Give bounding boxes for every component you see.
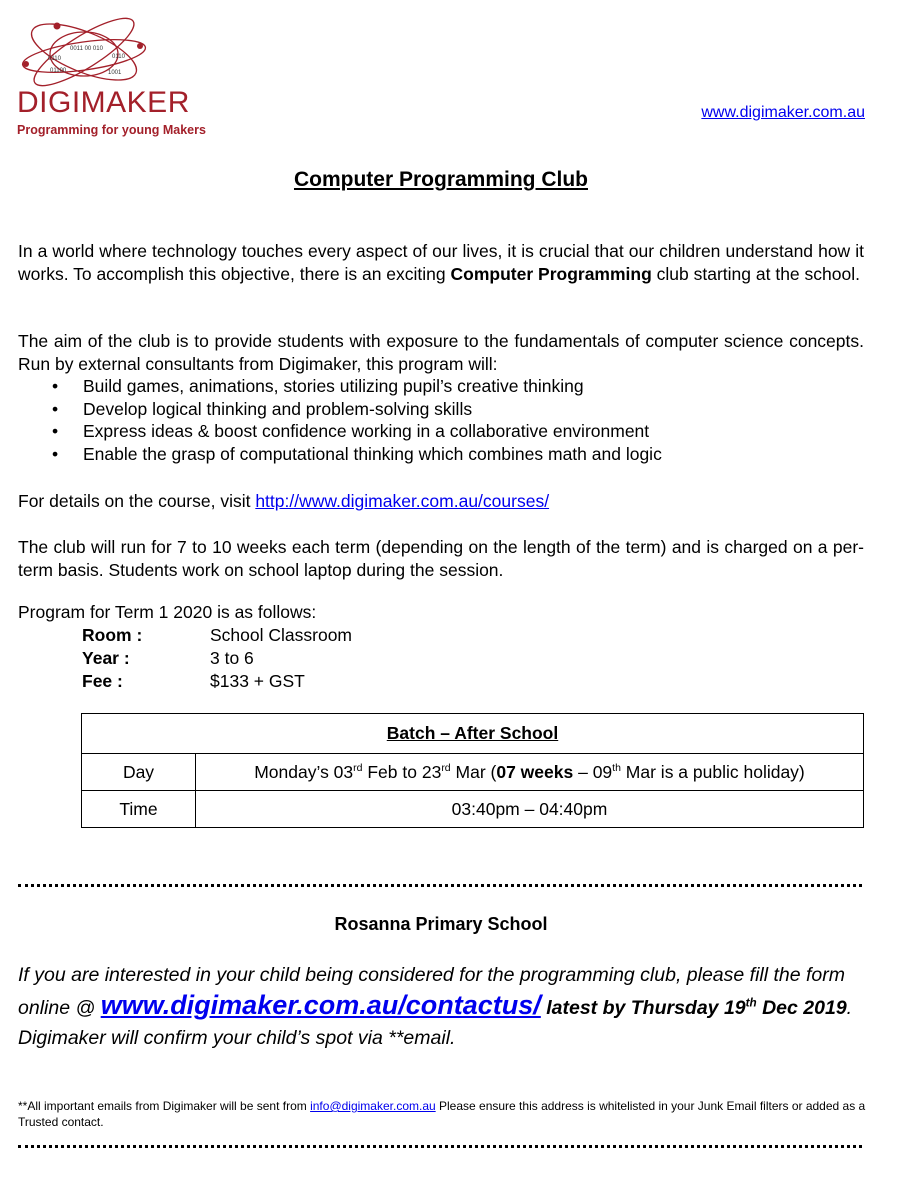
batch-table <box>81 713 864 828</box>
list-item: • Develop logical thinking and problem-solving skills <box>46 398 866 421</box>
benefits-list <box>46 375 866 465</box>
day-label: Day <box>82 754 196 791</box>
program-heading: Program for Term 1 2020 is as follows: <box>18 602 317 622</box>
contact-link[interactable]: www.digimaker.com.au/contactus/ <box>100 990 541 1020</box>
program-fee: Fee : $133 + GST <box>82 671 305 691</box>
logo-binary-4: 1001 <box>108 70 122 76</box>
program-year: Year : 3 to 6 <box>82 648 254 668</box>
list-item: • Express ideas & boost confidence working in a collaborative environment <box>46 420 866 443</box>
atom-logo-icon <box>12 6 152 88</box>
details-paragraph: For details on the course, visit http://www.digimaker.com.au/courses/ <box>18 491 550 511</box>
intro-paragraph: In a world where technology touches every aspect of our lives, it is crucial that our children understand how it works. To accomplish this objective, there is an exciting Computer Programming club starting at the school. <box>18 241 864 284</box>
program-room: Room : School Classroom <box>82 625 352 645</box>
time-value: 03:40pm – 04:40pm <box>196 791 864 828</box>
brand-tagline: Programming for young Makers <box>17 123 206 137</box>
batch-header: Batch – After School <box>82 714 864 754</box>
email-link[interactable]: info@digimaker.com.au <box>310 1099 436 1113</box>
logo-binary-2: 0110 <box>48 56 61 62</box>
list-item: • Build games, animations, stories utilizing pupil’s creative thinking <box>46 375 866 398</box>
time-label: Time <box>82 791 196 828</box>
run-paragraph: The club will run for 7 to 10 weeks each term (depending on the length of the term) and is charged on a per-term basis. Students work on school laptop during the session. <box>18 537 864 580</box>
logo-binary-3: 01100 <box>50 68 67 74</box>
dotted-divider <box>18 1145 862 1152</box>
aim-paragraph: The aim of the club is to provide students with exposure to the fundamentals of computer science concepts. Run by external consultants from Digimaker, this program will: <box>18 331 864 374</box>
website-link[interactable]: www.digimaker.com.au <box>701 104 865 121</box>
logo-binary-1: 0011 00 010 <box>70 46 103 52</box>
day-value: Monday’s 03rd Feb to 23rd Mar (07 weeks – 09th Mar is a public holiday) <box>196 754 864 791</box>
list-item: • Enable the grasp of computational thinking which combines math and logic <box>46 443 866 466</box>
courses-link[interactable]: http://www.digimaker.com.au/courses/ <box>255 491 550 511</box>
page-title: Computer Programming Club <box>293 168 588 191</box>
dotted-divider <box>18 884 862 891</box>
logo-binary-5: 0110 <box>112 54 125 60</box>
interest-paragraph: If you are interested in your child being considered for the programming club, please fill the form online @ www.digimaker.com.au/contactus/ latest by Thursday 19th Dec 2019. Digimaker will confirm your child’s spot via **email. <box>18 964 853 1049</box>
footnote: **All important emails from Digimaker will be sent from info@digimaker.com.au Please ensure this address is whitelisted in your Junk Email filters or added as a Trusted contact. <box>18 1099 866 1129</box>
brand-name: DIGIMAKER <box>17 86 190 119</box>
school-name: Rosanna Primary School <box>334 914 548 934</box>
